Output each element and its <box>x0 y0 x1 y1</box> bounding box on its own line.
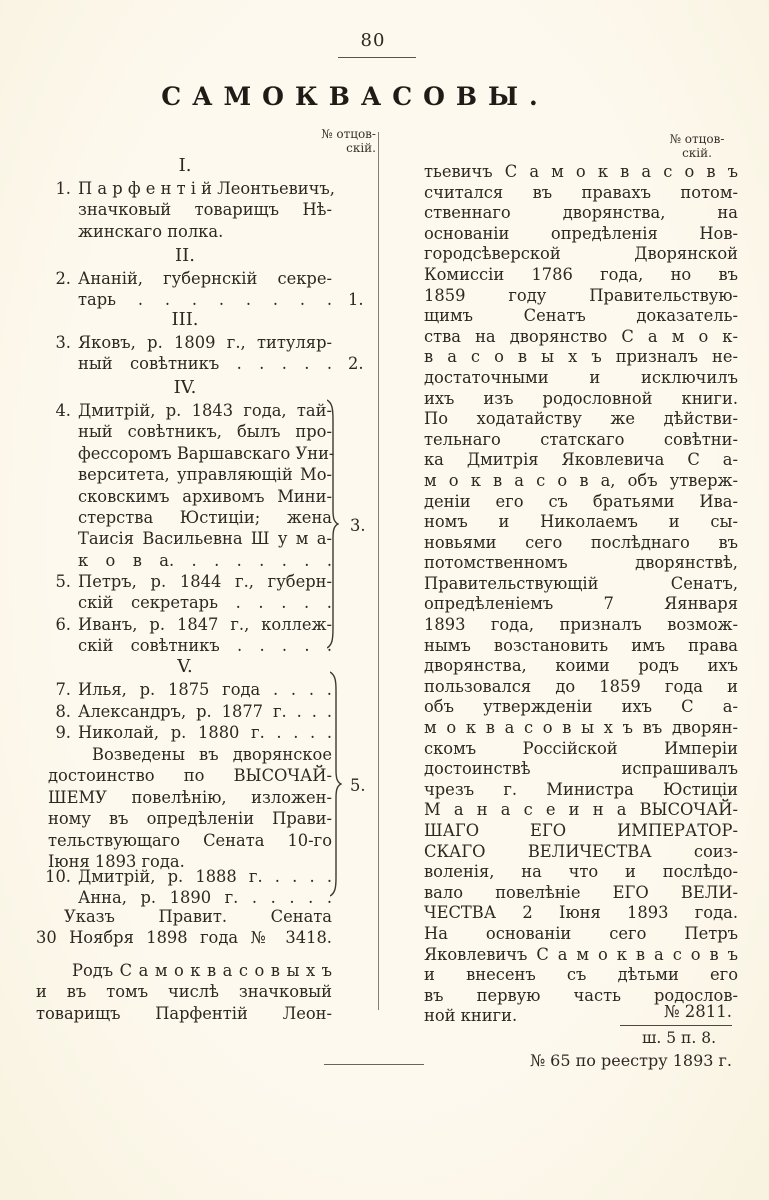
entry-line: значковый товарищъ Нѣ- <box>78 200 332 220</box>
article-line: воленія, на что и послѣдо- <box>424 862 738 882</box>
entry-line: Александръ, р. 1877 г. . . . <box>78 702 332 721</box>
page-number-rule <box>338 57 416 58</box>
column-header-line: № отцов- <box>669 132 725 146</box>
entry-number: 5. <box>55 572 71 591</box>
column-header-line: скій. <box>682 146 712 160</box>
generation-header: IV. <box>173 377 197 398</box>
entry-line: жинскаго полка. <box>78 221 224 241</box>
entry <box>38 400 335 571</box>
entry-line: к о в а. . . . . . . . <box>78 550 332 570</box>
article-line: считался въ правахъ потом- <box>424 182 738 202</box>
entry-number: 7. <box>55 680 71 699</box>
entry <box>38 178 335 242</box>
paragraph-line: и въ томъ числѣ значковый <box>36 982 332 1002</box>
article-line: СКАГО ВЕЛИЧЕСТВА соиз- <box>424 841 738 861</box>
entry-line: стерства Юстиціи; жена <box>78 508 332 528</box>
entry <box>38 268 332 311</box>
entry-line: Яковъ, р. 1809 г., титуляр- <box>78 333 332 352</box>
nobility-note <box>48 744 332 872</box>
entry <box>38 332 332 375</box>
column-header-line: № отцов- <box>321 127 376 141</box>
entry <box>38 571 332 614</box>
entry-line: П а р ф е н т і й Леонтьевичъ, <box>78 179 335 198</box>
entry-line: скій секретарь . . . . . <box>78 593 332 613</box>
entry-line: тарь . . . . . . . . <box>78 290 332 310</box>
article-line: основаніи опредѣленія Нов- <box>424 223 738 243</box>
note-line: Іюня 1893 года. <box>48 852 185 872</box>
footer-registry-note: № 65 по реестру 1893 г. <box>529 1051 732 1070</box>
page-number: 80 <box>360 30 386 51</box>
article-line: Правительствующій Сенатъ, <box>424 573 738 593</box>
article-line: номъ и Николаемъ и сы- <box>424 512 738 532</box>
article-line: скомъ Россійской Имперіи <box>424 738 738 758</box>
footer-case-number: № 2811. <box>663 1002 732 1021</box>
article-line: тельнаго статскаго совѣтни- <box>424 429 738 449</box>
article-line: вало повелѣніе ЕГО ВЕЛИ- <box>424 882 738 902</box>
father-number: 3. <box>350 516 366 535</box>
entry-line: Анна, р. 1890 г. . . . . . <box>78 888 332 908</box>
article-line: По ходатайству же дѣйстви- <box>424 409 738 429</box>
column-header-left <box>296 127 376 155</box>
article-line: деніи его съ братьями Ива- <box>424 491 738 511</box>
article-line: м о к в а с о в а, объ утверж- <box>424 470 738 490</box>
article-line: ственнаго дворянства, на <box>424 203 738 223</box>
entry-number: 9. <box>55 723 71 742</box>
entry-line: Дмитрій, р. 1843 года, тай- <box>78 401 332 420</box>
article-line: На основаніи сего Петръ <box>424 923 738 943</box>
entry-line: фессоромъ Варшавскаго Уни- <box>78 443 335 463</box>
entry-line: Дмитрій, р. 1888 г. . . . . <box>78 867 332 886</box>
article-line: ной книги. <box>424 1006 518 1026</box>
note-line: ШЕМУ повелѣнію, изложен- <box>48 787 332 807</box>
entry <box>38 866 332 909</box>
father-number: 1. <box>348 290 364 309</box>
article-line: и внесенъ съ дѣтьми его <box>424 965 738 985</box>
entry <box>38 679 332 700</box>
entry-line: Таисія Васильевна Ш у м а- <box>78 529 332 549</box>
paragraph-line: Указъ Правит. Сената <box>64 907 332 926</box>
article-line: городсѣверской Дворянской <box>424 244 738 264</box>
article-line: новьями сего послѣднаго въ <box>424 532 738 552</box>
article-line: ЧЕСТВА 2 Іюня 1893 года. <box>424 903 738 923</box>
generation-header: V. <box>177 656 193 677</box>
entry-line: ный совѣтникъ . . . . . <box>78 354 332 374</box>
article-line: ка Дмитрія Яковлевича С а- <box>424 450 738 470</box>
article-line: М а н а с е и н а ВЫСОЧАЙ- <box>424 800 738 820</box>
article-line: потомственномъ дворянствѣ, <box>424 553 738 573</box>
entry <box>38 614 332 657</box>
entry-line: верситета, управляющій Мо- <box>78 465 332 485</box>
separator-line <box>324 1064 424 1065</box>
entry-line: скій совѣтникъ . . . . . <box>78 636 332 656</box>
article-line: Комиссіи 1786 года, но въ <box>424 264 738 284</box>
entry-line: сковскимъ архивомъ Мини- <box>78 486 332 506</box>
note-line: тельствующаго Сената 10-го <box>48 830 332 850</box>
article-line: ШАГО ЕГО ИМПЕРАТОР- <box>424 821 738 840</box>
article-line: чрезъ г. Министра Юстиціи <box>424 779 738 799</box>
entry-line: Иванъ, р. 1847 г., коллеж- <box>78 615 332 634</box>
article-line: ихъ изъ родословной книги. <box>424 388 738 408</box>
article-line: Яковлевичъ С а м о к в а с о в ъ <box>424 944 738 964</box>
article-line: 1893 года, призналъ возмож- <box>424 615 738 635</box>
article-line: щимъ Сенатъ доказатель- <box>424 306 738 326</box>
column-header-right <box>652 132 742 160</box>
rod-paragraph <box>36 960 332 1024</box>
ukaz-paragraph <box>36 906 332 949</box>
entry-line: Илья, р. 1875 года . . . . <box>78 680 332 699</box>
generation-header: II. <box>175 245 195 266</box>
paragraph-line: 30 Ноября 1898 года № 3418. <box>36 928 332 948</box>
column-divider <box>378 132 379 1010</box>
entry-line: Ананій, губернскій секре- <box>78 269 332 288</box>
paragraph-line: товарищъ Парфентій Леон- <box>36 1003 332 1023</box>
article-line: нымъ возстановить имъ права <box>424 635 738 655</box>
article-line: ства на дворянство С а м о к- <box>424 326 738 346</box>
column-header-line: скій. <box>346 141 376 155</box>
entry-number: 6. <box>55 615 71 634</box>
article-line: достоинствѣ испрашивалъ <box>424 759 738 779</box>
article-line: объ утвержденіи ихъ С а- <box>424 697 738 717</box>
article-line: опредѣленіемъ 7 Яянваря <box>424 594 738 614</box>
article-line: тьевичъ С а м о к в а с о в ъ <box>424 162 738 181</box>
page-title: САМОКВАСОВЫ. <box>161 82 549 111</box>
entry-number: 1. <box>55 179 71 198</box>
article-line: в а с о в ы х ъ призналъ не- <box>424 347 738 367</box>
article-line: въ первую часть родослов- <box>424 985 738 1005</box>
entry-line: Николай, р. 1880 г. . . . . <box>78 723 332 742</box>
paragraph-line: Родъ С а м о к в а с о в ы х ъ <box>72 961 332 980</box>
entry-number: 8. <box>55 702 71 721</box>
note-line: ному въ опредѣленіи Прави- <box>48 809 332 829</box>
generation-header: I. <box>178 155 192 176</box>
entry-line: Петръ, р. 1844 г., губерн- <box>78 572 332 591</box>
article-line: дворянства, коими родъ ихъ <box>424 656 738 676</box>
note-line: достоинство по ВЫСОЧАЙ- <box>48 766 332 786</box>
father-number: 2. <box>348 354 364 373</box>
article-line: достаточными и исключилъ <box>424 367 738 387</box>
entry-number: 2. <box>55 269 71 288</box>
generation-header: III. <box>171 309 199 330</box>
article-line: м о к в а с о в ы х ъ въ дворян- <box>424 718 738 738</box>
case-number-rule <box>620 1025 732 1026</box>
entry-line: ный совѣтникъ, былъ про- <box>78 422 332 442</box>
article-line: 1859 году Правительствую- <box>424 285 738 305</box>
entry-number: 10. <box>45 867 71 886</box>
group-brace-icon <box>327 398 339 650</box>
entry-number: 4. <box>55 401 71 420</box>
entry <box>38 701 332 722</box>
entry-number: 3. <box>55 333 71 352</box>
note-line: Возведены въ дворянское <box>92 745 332 764</box>
group-brace-icon <box>330 670 342 898</box>
right-column-text <box>424 162 738 1027</box>
article-line: пользовался до 1859 года и <box>424 676 738 696</box>
entry <box>38 722 332 743</box>
footer-shelf-mark: ш. 5 п. 8. <box>641 1029 716 1047</box>
father-number: 5. <box>350 776 366 795</box>
